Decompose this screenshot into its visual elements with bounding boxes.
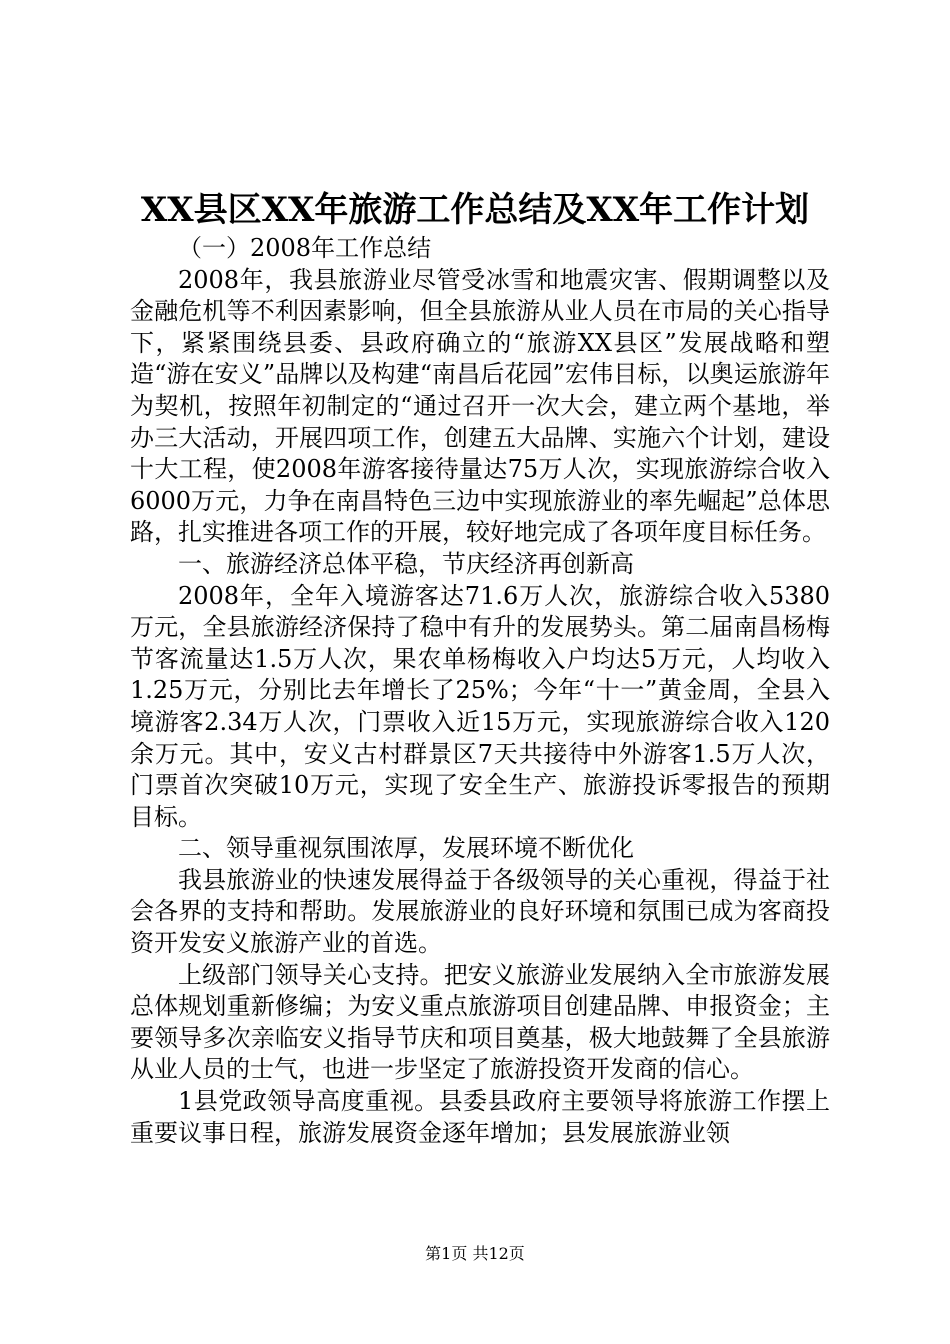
page-footer: 第1页 共12页 [425, 1244, 525, 1263]
paragraph-overview: 2008年，我县旅游业尽管受冰雪和地震灾害、假期调整以及金融危机等不利因素影响，但全县旅游从业人员在市局的关心指导下，紧紧围绕县委、县政府确立的“旅游XX县区”发展战略和塑造“游在安义”品牌以及构建“南昌后花园”宏伟目标，以奥运旅游年为契机，按照年初制定的“通过召开一次大会，建立两个基地，举办三大活动，开展四项工作，创建五大品牌、实施六个计划，建设十大工程，使2008年游客接待量达75万人次，实现旅游综合收入6000万元，力争在南昌特色三边中实现旅游业的率先崛起”总体思路，扎实推进各项工作的开展，较好地完成了各项年度目标任务。 [130, 265, 830, 547]
document-title: XX县区XX年旅游工作总结及XX年工作计划 [140, 190, 810, 230]
paragraph-economy: 2008年，全年入境游客达71.6万人次，旅游综合收入5380万元，全县旅游经济保持了稳中有升的发展势头。第二届南昌杨梅节客流量达1.5万人次，果农单杨梅收入户均达5万元，人均收入1.25万元，分别比去年增长了25%；今年“十一”黄金周，全县入境游客2.34万人次，门票收入近15万元，实现旅游综合收入120余万元。其中，安义古村群景区7天共接待中外游客1.5万人次，门票首次突破10万元，实现了安全生产、旅游投诉零报告的预期目标。 [130, 581, 830, 831]
paragraph-county-leaders: 1县党政领导高度重视。县委县政府主要领导将旅游工作摆上重要议事日程，旅游发展资金逐年增加；县发展旅游业领 [130, 1087, 830, 1147]
section-heading-economy: 一、旅游经济总体平稳，节庆经济再创新高 [178, 549, 634, 578]
section-heading-leadership: 二、领导重视氛围浓厚，发展环境不断优化 [178, 834, 634, 863]
paragraph-support: 上级部门领导关心支持。把安义旅游业发展纳入全市旅游发展总体规划重新修编；为安义重点旅游项目创建品牌、申报资金；主要领导多次亲临安义指导节庆和项目奠基，极大地鼓舞了全县旅游从业人员的士气，也进一步坚定了旅游投资开发商的信心。 [130, 960, 830, 1084]
section-heading-summary: （一）2008年工作总结 [178, 234, 432, 262]
document-body [130, 233, 830, 1149]
paragraph-leadership: 我县旅游业的快速发展得益于各级领导的关心重视，得益于社会各界的支持和帮助。发展旅游业的良好环境和氛围已成为客商投资开发安义旅游产业的首选。 [130, 865, 830, 958]
